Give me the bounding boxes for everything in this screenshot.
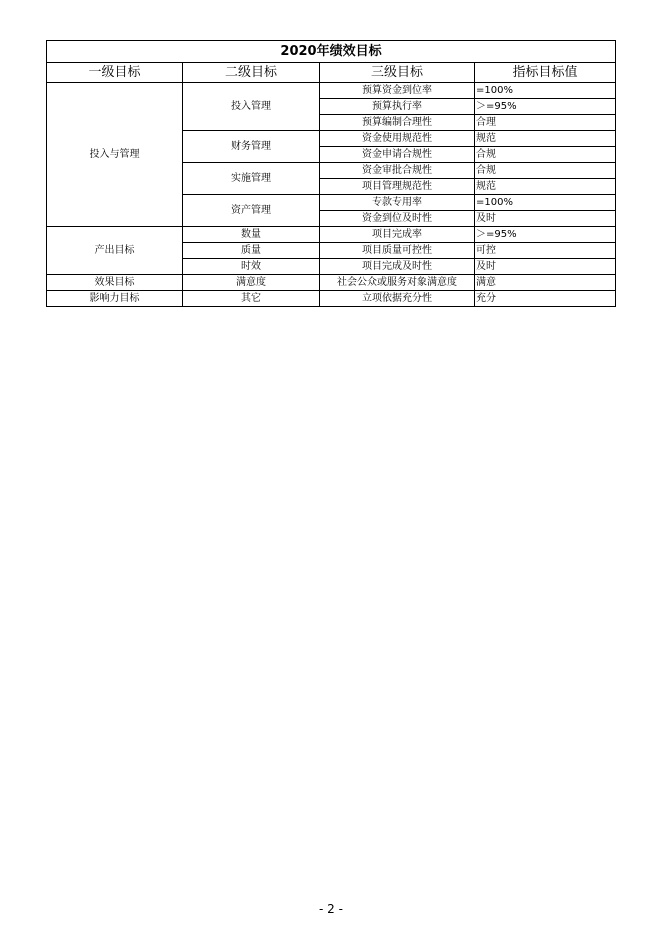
value-cell: =100% (475, 195, 616, 211)
group-output: 产出目标 (47, 227, 183, 275)
table-row (47, 83, 616, 99)
subgroup-finance: 财务管理 (183, 131, 320, 163)
table-row (47, 291, 616, 307)
value-cell: 规范 (475, 179, 616, 195)
indicator-cell: 项目完成率 (320, 227, 475, 243)
indicator-cell: 社会公众或服务对象满意度 (320, 275, 475, 291)
indicator-cell: 资金到位及时性 (320, 211, 475, 227)
indicator-cell: 立项依据充分性 (320, 291, 475, 307)
table-title: 2020年绩效目标 (47, 41, 616, 63)
header-level2: 二级目标 (183, 63, 320, 83)
indicator-cell: 项目质量可控性 (320, 243, 475, 259)
indicator-cell: 项目完成及时性 (320, 259, 475, 275)
subgroup-timeliness: 时效 (183, 259, 320, 275)
value-cell: 合理 (475, 115, 616, 131)
indicator-cell: 预算编制合理性 (320, 115, 475, 131)
indicator-cell: 预算资金到位率 (320, 83, 475, 99)
value-cell: ＞=95% (475, 227, 616, 243)
subgroup-satisfaction: 满意度 (183, 275, 320, 291)
header-level1: 一级目标 (47, 63, 183, 83)
value-cell: 规范 (475, 131, 616, 147)
value-cell: 可控 (475, 243, 616, 259)
subgroup-quality: 质量 (183, 243, 320, 259)
group-impact: 影响力目标 (47, 291, 183, 307)
performance-goals-table (46, 40, 616, 307)
header-target-value: 指标目标值 (475, 63, 616, 83)
subgroup-investment: 投入管理 (183, 83, 320, 131)
value-cell: 合规 (475, 163, 616, 179)
value-cell: ＞=95% (475, 99, 616, 115)
indicator-cell: 资金使用规范性 (320, 131, 475, 147)
subgroup-implementation: 实施管理 (183, 163, 320, 195)
indicator-cell: 专款专用率 (320, 195, 475, 211)
subgroup-other: 其它 (183, 291, 320, 307)
table-row (47, 275, 616, 291)
value-cell: =100% (475, 83, 616, 99)
value-cell: 充分 (475, 291, 616, 307)
value-cell: 及时 (475, 259, 616, 275)
header-level3: 三级目标 (320, 63, 475, 83)
page-number: - 2 - (319, 902, 343, 916)
value-cell: 满意 (475, 275, 616, 291)
indicator-cell: 资金审批合规性 (320, 163, 475, 179)
value-cell: 合规 (475, 147, 616, 163)
table-row (47, 227, 616, 243)
subgroup-quantity: 数量 (183, 227, 320, 243)
subgroup-assets: 资产管理 (183, 195, 320, 227)
indicator-cell: 资金申请合规性 (320, 147, 475, 163)
value-cell: 及时 (475, 211, 616, 227)
group-effect: 效果目标 (47, 275, 183, 291)
indicator-cell: 预算执行率 (320, 99, 475, 115)
indicator-cell: 项目管理规范性 (320, 179, 475, 195)
group-input-management: 投入与管理 (47, 83, 183, 227)
